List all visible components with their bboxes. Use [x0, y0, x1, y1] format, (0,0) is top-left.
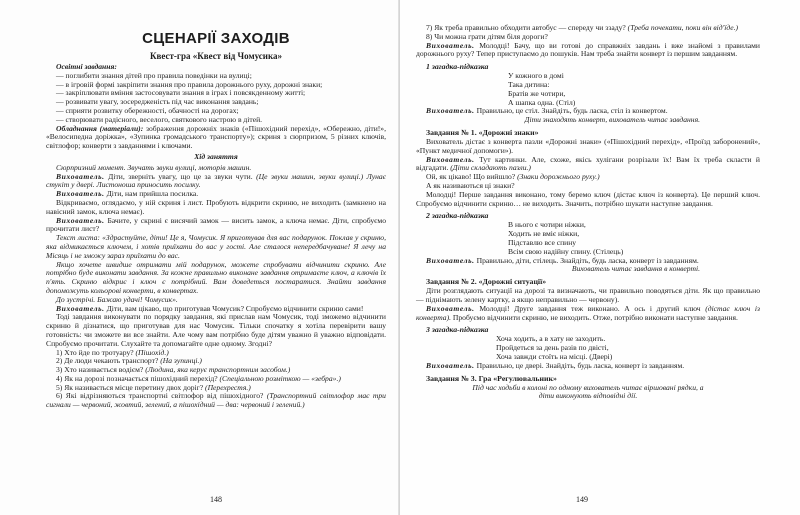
course-header: Хід заняття — [194, 151, 238, 161]
speaker-label: Вихователь. — [426, 40, 475, 50]
stage-direction: Вихователь читає завдання в конверті. — [571, 264, 700, 274]
answer: (Спеціальною розміткою — «зебра».) — [219, 373, 341, 383]
speech: Діти, зверніть увагу, що це за звуки чути. — [104, 171, 257, 181]
speech: Ой, як цікаво! Що вийшло? — [426, 172, 518, 182]
paragraph — [416, 362, 760, 371]
answer: (На зупинці.) — [160, 356, 202, 366]
page-number: 149 — [576, 495, 588, 504]
speaker-label: Вихователь. — [56, 303, 105, 313]
remark: (Це звуки машин, звуки вулиці.) — [256, 171, 364, 181]
question-text: 3) Хто називається водієм? — [56, 365, 146, 375]
riddle-header: 2 загадка-підказка — [426, 211, 489, 221]
riddle-line: Підставлю все спину — [508, 237, 577, 247]
paragraph — [416, 42, 760, 60]
paragraph — [416, 305, 760, 323]
riddle-line: Хоча ходить, а в хату не заходить. — [496, 334, 606, 344]
speaker-label: Вихователь. — [56, 215, 105, 225]
riddle-line: Всім свою надійну спину. (Стілець) — [508, 246, 624, 256]
page-title: СЦЕНАРІЇ ЗАХОДІВ — [142, 30, 290, 47]
stage-direction: Під час ходьби в колоні по одному вихователь читає віршовані рядки, а діти виконують відповідні дії. — [472, 382, 704, 401]
speaker-label: Вихователь. — [426, 255, 475, 265]
riddle-line: Така дитина: — [508, 79, 550, 89]
equipment-paragraph — [46, 125, 386, 151]
answer: (Людина, яка керує транспортним засобом.) — [145, 365, 291, 375]
goals-header: Освітні завдання: — [56, 62, 117, 71]
page-number: 148 — [210, 495, 222, 504]
equipment-text: зображення дорожніх знаків («Пішохідний перехід», «Обережно, діти!», «Велосипедна доріжка», «Зупинка громадського транспорту»); скриня з сюрпризом, 5 різних ключів, світлофор; конверти з завданнями і ключами. — [46, 123, 386, 151]
letter-text: Текст листа: «Здрастуйте, діти! Це я, Чомусик. Я приготував для вас подарунок. Поклав у скриню, яка відмикається ключем, і хотів приїхати до вас у гості. Але сталося непередбачуване! Я лечу на Місяць і не зможу зараз приїхати до вас. — [46, 233, 386, 260]
speech: Правильно, це двері. Знайдіть, будь ласка, конверт із завданням. — [474, 360, 685, 370]
goal-item: — розвивати увагу, зосередженість під час виконання завдань; — [56, 97, 259, 107]
paragraph: Молодці! Перше завдання виконано, тому беремо ключ (дістає ключ із конверта). Це перший ключ. Спробуємо відчинити скриню… не виходить. Значить, потрібно шукати наступне завдання. — [416, 189, 760, 208]
paragraph: Сюрпризний момент. Звучать звуки вулиці, моторів машин. — [56, 162, 252, 172]
speaker-label: Вихователь. — [426, 303, 475, 313]
goal-item: — створювати радісного, веселого, святкового настрою в дітей. — [56, 114, 263, 124]
paragraph: Діти розглядають ситуації на дорозі та визначають, чи правильно поводяться діти. Як що правильно — піднімають зелену картку, а якщо неправильно — червону). — [416, 286, 760, 304]
speech: Правильно, діти, стілець. Знайдіть, будь ласка, конверт із завданням. — [474, 255, 699, 265]
speech: Правильно, це стіл. Знайдіть, будь ласка, стіл із конвертом. — [474, 106, 668, 116]
remark: (Знаки дорожнього руху.) — [517, 172, 600, 182]
answer: (Транспортний світлофор має три сигнали — червоний, жовтий, зелений, а пішохідний — два: червоний і зелений.) — [46, 391, 386, 410]
letter-text: Якщо хочете швидше отримати мій подарунок, можете спробувати відчинити скриню. Але потрібно буде виконати завдання. За кожне правильно виконане завдання отримаєте ключ, а ключів їх п'ять. Скриню відкриє і ключ є потрібний. Вам доведеться постаратися. Знайти завдання допоможуть кольорові конверти, в конвертах. — [46, 259, 386, 295]
task-header: Завдання № 3. Гра «Регулювальник» — [426, 373, 557, 383]
remark: (Діти складають пазли.) — [450, 163, 531, 173]
goal-item: — закріплювати вміння застосовувати знання в іграх і повсякденному житті; — [56, 88, 306, 98]
paragraph — [46, 217, 386, 235]
question-text: 1) Хто йде по тротуару? — [56, 347, 136, 357]
task-header: Завдання № 1. «Дорожні знаки» — [426, 127, 539, 137]
riddle-line: В нього є чотири ніжки, — [508, 220, 586, 230]
speaker-label: Вихователь. — [56, 171, 105, 181]
stage-direction: Діти знаходять конверт, вихователь читає завдання. — [524, 115, 700, 125]
speech: Діти, нам прийшла посилка. — [104, 189, 199, 199]
scenario-title: Квест-гра «Квест від Чомусика» — [149, 51, 283, 61]
riddle-line: Хоча завжди стоїть на місці. (Двері) — [496, 351, 613, 361]
speaker-label: Вихователь. — [426, 360, 475, 370]
paragraph: Відкриваємо, оглядаємо, у ній скриня і лист. Пробують відкрити скриню, не виходить (замкнено на навісний замок, ключа немає). — [46, 197, 386, 216]
speaker-label: Вихователь. — [426, 106, 475, 116]
right-page — [400, 0, 800, 515]
speech: Тут картинки. Але, схоже, якісь хулігани розрізали їх! Вам їх треба скласти й відгадати. — [416, 154, 760, 173]
speech: Молодці! Друге завдання теж виконано. А ось і другий ключ — [474, 303, 706, 313]
paragraph: А як називаються ці знаки? — [426, 180, 515, 190]
riddle-line: Братів же чотири, — [508, 88, 566, 98]
goal-item: — в ігровій формі закріпити знання про правила дорожнього руху, дорожні знаки; — [56, 79, 323, 89]
riddle-line: А шапка одна. (Стіл) — [508, 97, 576, 107]
question-text: 2) Де люди чекають транспорт? — [56, 356, 161, 366]
question-text: 5) Як називається місце перетину двох доріг? — [56, 382, 206, 392]
riddle-line: У кожного в домі — [508, 71, 564, 81]
goal-item: — сприяти розвитку обережності, обачності на дорогах; — [56, 105, 239, 115]
remark: Лунає стукіт у двері. Листоноша приносить посилку. — [46, 171, 386, 190]
goal-item: — поглибити знання дітей про правила поведінки на вулиці; — [56, 70, 252, 80]
riddle-line: Пройдеться за день разів по двісті, — [496, 343, 609, 353]
paragraph: Тоді завдання виконувати по порядку завдання, які прислав нам Чомусик, тоді зможемо відчинити скриню й дізнатися, що приготував для нас Чомусик. Тільки спочатку я хотіла перевірити вашу готовність: чи зможете ви все знайти. Але чому вам потрібно буде дітям уважно й уважно відповідати. Спробуємо прочитати. Слухайте та допомагайте одне одному. Згодні? — [46, 312, 386, 348]
question — [46, 392, 386, 410]
riddle-line: Ходить не вміє ніжки, — [508, 229, 580, 239]
task-header: Завдання № 2. «Дорожні ситуації» — [426, 277, 547, 287]
speech: Бачите, у скрині є висячий замок — висить замок, а ключа немає. Діти, спробуємо прочитати лист? — [46, 215, 386, 234]
speaker-label: Вихователь. — [56, 189, 105, 199]
speech: Діти, вам цікаво, що приготував Чомусик? Спробуємо відчинити скриню сами! — [104, 303, 364, 313]
question-text: 6) Які відрізняються транспортні світлофор від пішохідного? — [56, 391, 267, 401]
answer: (Пішохід.) — [135, 347, 169, 357]
paragraph: Вихователь дістає з конверта пазли «Дорожні знаки» («Пішохідний перехід», «Проїзд заборонений», «Пункт медичної допомоги»). — [416, 136, 760, 155]
speaker-label: Вихователь. — [426, 154, 475, 164]
question-text: 7) Як треба правильно обходити автобус — спереду чи ззаду? — [426, 23, 628, 32]
remark: (дістає ключ із конверта). — [416, 303, 760, 322]
speech: Молодці! Бачу, що ви готові до справжніх завдань і вже знайомі з правилами дорожнього руху? Тепер приступаємо до пошуків. Нам треба знайти конверт із першим завданням. — [416, 40, 760, 59]
question: 8) Чи можна грати дітям біля дороги? — [426, 31, 548, 41]
riddle-header: 1 загадка-підказка — [426, 62, 489, 72]
question-text: 4) Як на дорозі позначається пішохідний перехід? — [56, 373, 220, 383]
paragraph — [416, 156, 760, 174]
letter-text: До зустрічі. Бажаю удачі! Чомусик». — [56, 294, 178, 304]
answer: (Перехрестя.) — [205, 382, 251, 392]
speech: Пробуємо відчинити скриню, не виходить. Отже, потрібно виконати наступне завдання. — [451, 312, 738, 322]
paragraph — [46, 173, 386, 191]
equipment-label: Обладнання (матеріали): — [56, 123, 144, 133]
answer: (Треба почекати, поки він від'їде.) — [627, 23, 739, 32]
riddle-header: 3 загадка-підказка — [426, 325, 489, 335]
